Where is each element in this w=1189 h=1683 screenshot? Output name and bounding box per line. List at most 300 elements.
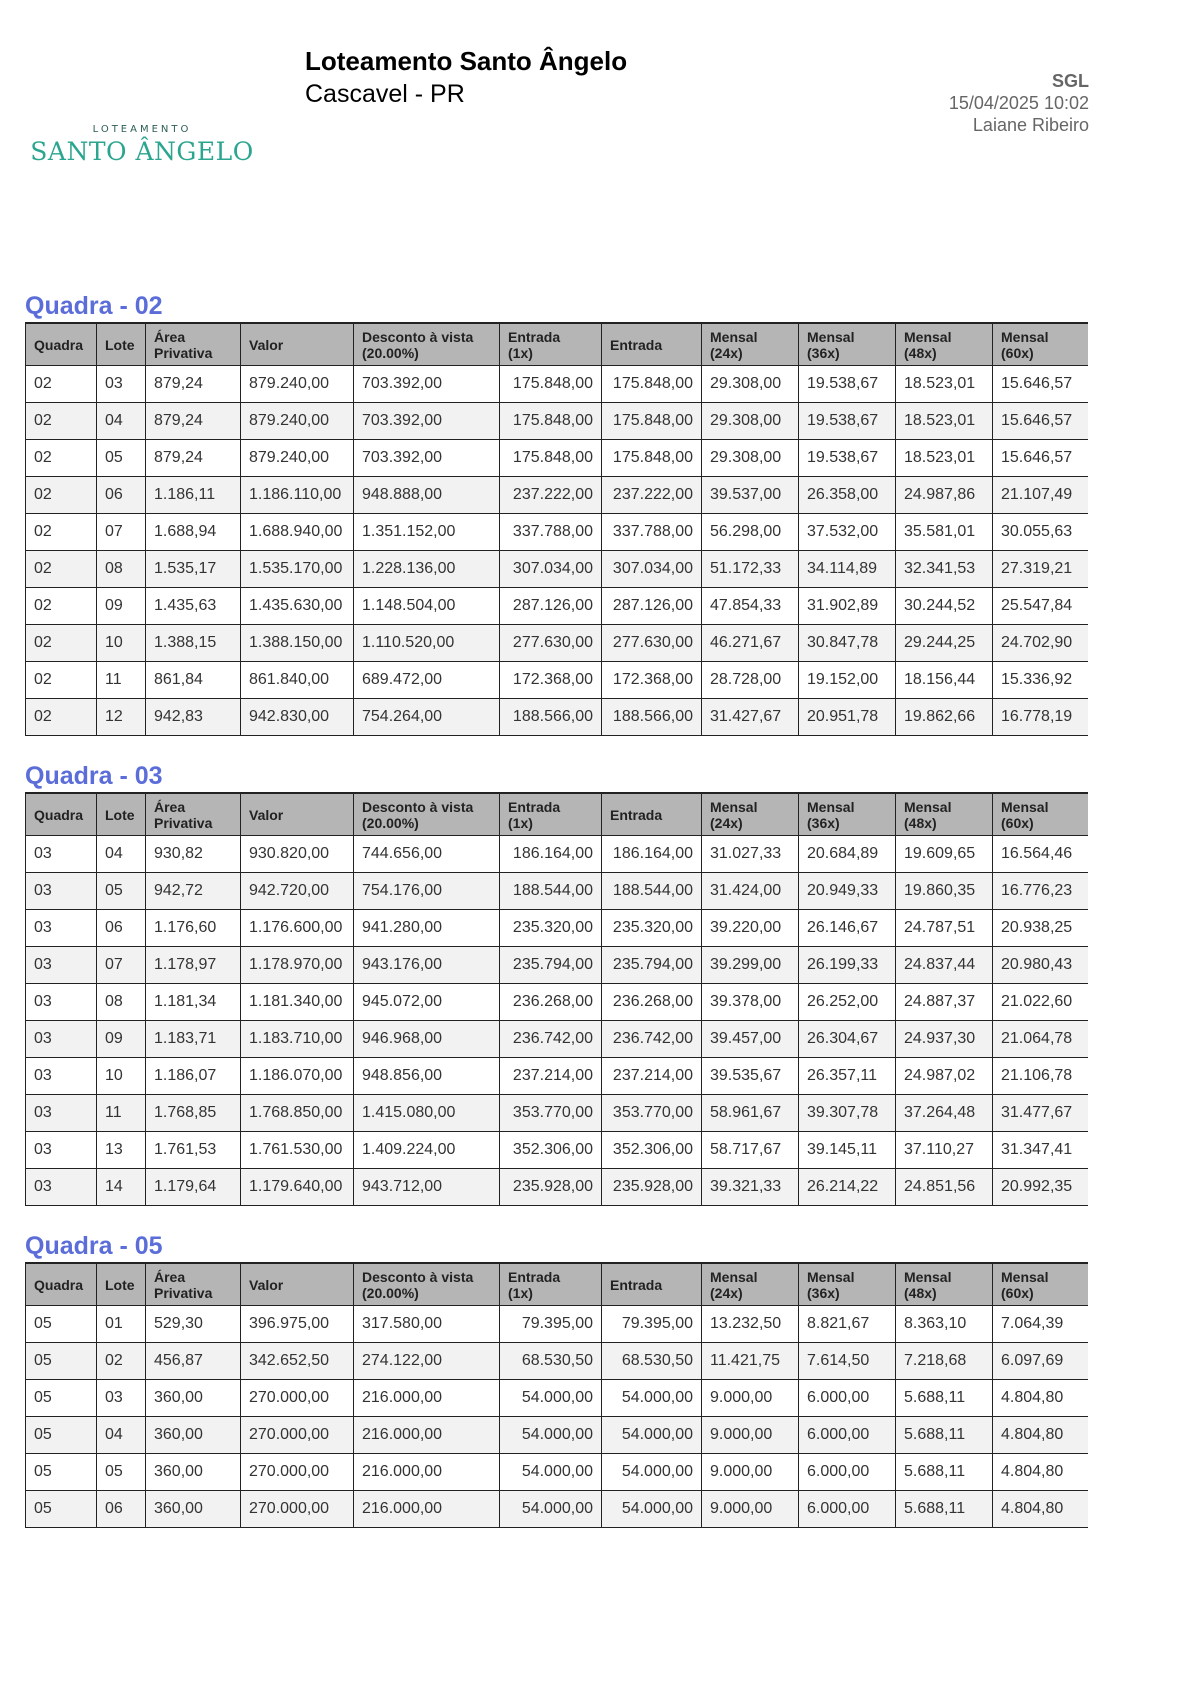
- table-row: [26, 1058, 1088, 1095]
- column-header: [146, 1263, 241, 1306]
- section-title: Quadra - 05: [25, 1232, 163, 1260]
- table-cell: 941.280,00: [354, 910, 500, 947]
- column-header: [702, 793, 799, 836]
- table-cell: 07: [97, 514, 146, 551]
- table-cell: 1.768,85: [146, 1095, 241, 1132]
- table-row: [26, 403, 1088, 440]
- table-cell: 270.000,00: [241, 1417, 354, 1454]
- column-header-line: Mensal: [710, 328, 758, 345]
- table-cell: 05: [97, 1454, 146, 1491]
- table-row: [26, 1132, 1088, 1169]
- table-cell: 235.794,00: [602, 947, 702, 984]
- table-cell: 11: [97, 1095, 146, 1132]
- column-header: [799, 323, 896, 366]
- table-cell: 237.214,00: [602, 1058, 702, 1095]
- table-cell: 58.961,67: [702, 1095, 799, 1132]
- table-cell: 175.848,00: [602, 440, 702, 477]
- table-cell: 26.146,67: [799, 910, 896, 947]
- column-header-line: Área: [154, 328, 186, 345]
- column-header-line: (48x): [904, 814, 937, 831]
- lot-price-table: [25, 322, 1088, 736]
- table-row: [26, 588, 1088, 625]
- table-cell: 03: [26, 947, 97, 984]
- column-header: [241, 793, 354, 836]
- table-cell: 4.804,80: [993, 1380, 1088, 1417]
- report-meta: [949, 70, 1089, 136]
- column-header-line: Valor: [249, 1276, 284, 1293]
- column-header-line: Mensal: [807, 328, 855, 345]
- table-cell: 307.034,00: [602, 551, 702, 588]
- table-cell: 05: [26, 1306, 97, 1343]
- column-header: [702, 323, 799, 366]
- table-cell: 237.222,00: [500, 477, 602, 514]
- table-cell: 02: [26, 366, 97, 403]
- column-header: [896, 1263, 993, 1306]
- table-cell: 5.688,11: [896, 1380, 993, 1417]
- column-header: [500, 323, 602, 366]
- table-cell: 19.609,65: [896, 836, 993, 873]
- table-cell: 03: [97, 366, 146, 403]
- table-cell: 06: [97, 910, 146, 947]
- table-cell: 29.308,00: [702, 366, 799, 403]
- table-cell: 39.220,00: [702, 910, 799, 947]
- table-cell: 10: [97, 625, 146, 662]
- column-header: [993, 793, 1088, 836]
- table-cell: 02: [26, 588, 97, 625]
- column-header-line: Mensal: [807, 1268, 855, 1285]
- table-cell: 26.214,22: [799, 1169, 896, 1206]
- table-cell: 51.172,33: [702, 551, 799, 588]
- column-header: [354, 1263, 500, 1306]
- table-cell: 337.788,00: [500, 514, 602, 551]
- table-cell: 1.186,11: [146, 477, 241, 514]
- table-cell: 03: [26, 984, 97, 1021]
- table-cell: 744.656,00: [354, 836, 500, 873]
- table-cell: 08: [97, 551, 146, 588]
- table-header-row: [26, 323, 1088, 366]
- table-cell: 18.523,01: [896, 366, 993, 403]
- table-cell: 216.000,00: [354, 1454, 500, 1491]
- report-title: Loteamento Santo Ângelo: [305, 46, 628, 76]
- table-cell: 30.847,78: [799, 625, 896, 662]
- table-row: [26, 699, 1088, 736]
- table-cell: 703.392,00: [354, 366, 500, 403]
- table-cell: 03: [26, 1132, 97, 1169]
- table-cell: 29.308,00: [702, 440, 799, 477]
- column-header-line: Entrada: [610, 1276, 663, 1293]
- column-header-line: Mensal: [710, 798, 758, 815]
- column-header-line: (60x): [1001, 344, 1034, 361]
- table-cell: 1.178.970,00: [241, 947, 354, 984]
- table-cell: 24.787,51: [896, 910, 993, 947]
- table-cell: 235.928,00: [500, 1169, 602, 1206]
- table-cell: 1.178,97: [146, 947, 241, 984]
- table-cell: 4.804,80: [993, 1417, 1088, 1454]
- table-cell: 16.564,46: [993, 836, 1088, 873]
- table-cell: 02: [26, 440, 97, 477]
- table-cell: 35.581,01: [896, 514, 993, 551]
- table-cell: 03: [26, 836, 97, 873]
- column-header-line: Lote: [105, 806, 135, 823]
- table-cell: 24.887,37: [896, 984, 993, 1021]
- table-cell: 1.409.224,00: [354, 1132, 500, 1169]
- table-cell: 1.186.110,00: [241, 477, 354, 514]
- column-header: [602, 1263, 702, 1306]
- table-cell: 237.222,00: [602, 477, 702, 514]
- table-cell: 16.778,19: [993, 699, 1088, 736]
- section-title: Quadra - 02: [25, 292, 163, 320]
- table-cell: 277.630,00: [500, 625, 602, 662]
- table-cell: 175.848,00: [500, 440, 602, 477]
- table-cell: 11: [97, 662, 146, 699]
- table-row: [26, 514, 1088, 551]
- column-header-line: Quadra: [34, 1276, 84, 1293]
- table-cell: 1.176.600,00: [241, 910, 354, 947]
- table-cell: 287.126,00: [602, 588, 702, 625]
- table-row: [26, 1491, 1088, 1528]
- table-cell: 188.566,00: [602, 699, 702, 736]
- lot-price-table: [25, 1262, 1088, 1528]
- table-cell: 19.538,67: [799, 403, 896, 440]
- table-cell: 26.304,67: [799, 1021, 896, 1058]
- column-header: [146, 323, 241, 366]
- table-cell: 19.152,00: [799, 662, 896, 699]
- column-header-line: (20.00%): [362, 1284, 419, 1301]
- table-cell: 1.181.340,00: [241, 984, 354, 1021]
- table-cell: 8.363,10: [896, 1306, 993, 1343]
- column-header: [26, 1263, 97, 1306]
- table-cell: 19.538,67: [799, 366, 896, 403]
- table-cell: 02: [97, 1343, 146, 1380]
- table-cell: 270.000,00: [241, 1491, 354, 1528]
- table-cell: 03: [26, 1169, 97, 1206]
- column-header-line: Entrada: [508, 798, 561, 815]
- table-cell: 236.268,00: [500, 984, 602, 1021]
- table-cell: 02: [26, 551, 97, 588]
- table-cell: 54.000,00: [602, 1380, 702, 1417]
- column-header: [146, 793, 241, 836]
- column-header-line: (36x): [807, 814, 840, 831]
- column-header-line: (48x): [904, 1284, 937, 1301]
- table-cell: 5.688,11: [896, 1491, 993, 1528]
- quadra-section: [25, 760, 1087, 1206]
- column-header: [799, 793, 896, 836]
- table-cell: 54.000,00: [602, 1454, 702, 1491]
- table-cell: 12: [97, 699, 146, 736]
- table-cell: 26.357,11: [799, 1058, 896, 1095]
- table-cell: 6.000,00: [799, 1491, 896, 1528]
- column-header-line: (20.00%): [362, 814, 419, 831]
- table-cell: 08: [97, 984, 146, 1021]
- table-cell: 39.457,00: [702, 1021, 799, 1058]
- column-header: [993, 1263, 1088, 1306]
- table-cell: 946.968,00: [354, 1021, 500, 1058]
- logo-big-text: SANTO ÂNGELO: [30, 137, 254, 166]
- table-cell: 4.804,80: [993, 1491, 1088, 1528]
- table-row: [26, 984, 1088, 1021]
- column-header-line: Privativa: [154, 1284, 213, 1301]
- table-cell: 1.179.640,00: [241, 1169, 354, 1206]
- table-cell: 54.000,00: [602, 1491, 702, 1528]
- column-header: [993, 323, 1088, 366]
- table-cell: 1.148.504,00: [354, 588, 500, 625]
- table-cell: 948.888,00: [354, 477, 500, 514]
- column-header-line: (60x): [1001, 814, 1034, 831]
- table-cell: 1.176,60: [146, 910, 241, 947]
- column-header-line: (1x): [508, 1284, 533, 1301]
- table-cell: 10: [97, 1058, 146, 1095]
- table-cell: 879,24: [146, 403, 241, 440]
- table-cell: 05: [97, 440, 146, 477]
- column-header-line: Lote: [105, 336, 135, 353]
- table-cell: 216.000,00: [354, 1380, 500, 1417]
- table-cell: 353.770,00: [602, 1095, 702, 1132]
- table-cell: 31.347,41: [993, 1132, 1088, 1169]
- column-header-line: (20.00%): [362, 344, 419, 361]
- table-cell: 337.788,00: [602, 514, 702, 551]
- table-cell: 02: [26, 514, 97, 551]
- table-cell: 945.072,00: [354, 984, 500, 1021]
- table-cell: 02: [26, 662, 97, 699]
- table-cell: 27.319,21: [993, 551, 1088, 588]
- table-cell: 03: [26, 1058, 97, 1095]
- table-cell: 317.580,00: [354, 1306, 500, 1343]
- table-cell: 07: [97, 947, 146, 984]
- table-cell: 02: [26, 477, 97, 514]
- table-cell: 11.421,75: [702, 1343, 799, 1380]
- table-cell: 1.435.630,00: [241, 588, 354, 625]
- table-cell: 1.110.520,00: [354, 625, 500, 662]
- table-cell: 703.392,00: [354, 440, 500, 477]
- quadra-section: [25, 1230, 1087, 1528]
- table-cell: 58.717,67: [702, 1132, 799, 1169]
- column-header-line: Desconto à vista: [362, 328, 474, 345]
- table-cell: 1.179,64: [146, 1169, 241, 1206]
- table-cell: 703.392,00: [354, 403, 500, 440]
- table-cell: 37.110,27: [896, 1132, 993, 1169]
- table-cell: 25.547,84: [993, 588, 1088, 625]
- table-cell: 456,87: [146, 1343, 241, 1380]
- table-cell: 21.106,78: [993, 1058, 1088, 1095]
- table-cell: 21.022,60: [993, 984, 1088, 1021]
- table-row: [26, 1343, 1088, 1380]
- column-header: [500, 793, 602, 836]
- table-row: [26, 440, 1088, 477]
- table-cell: 942.830,00: [241, 699, 354, 736]
- table-cell: 1.351.152,00: [354, 514, 500, 551]
- table-cell: 307.034,00: [500, 551, 602, 588]
- column-header-line: Privativa: [154, 814, 213, 831]
- table-cell: 5.688,11: [896, 1454, 993, 1491]
- table-cell: 6.000,00: [799, 1417, 896, 1454]
- table-row: [26, 1169, 1088, 1206]
- table-cell: 04: [97, 836, 146, 873]
- table-cell: 21.107,49: [993, 477, 1088, 514]
- column-header: [896, 793, 993, 836]
- table-cell: 216.000,00: [354, 1491, 500, 1528]
- table-cell: 39.378,00: [702, 984, 799, 1021]
- table-cell: 9.000,00: [702, 1417, 799, 1454]
- column-header-line: Entrada: [610, 806, 663, 823]
- table-cell: 05: [26, 1380, 97, 1417]
- column-header-line: Mensal: [1001, 1268, 1049, 1285]
- table-cell: 1.761,53: [146, 1132, 241, 1169]
- table-cell: 04: [97, 1417, 146, 1454]
- column-header-line: Mensal: [710, 1268, 758, 1285]
- table-cell: 235.794,00: [500, 947, 602, 984]
- table-cell: 861,84: [146, 662, 241, 699]
- table-cell: 54.000,00: [500, 1380, 602, 1417]
- table-cell: 1.435,63: [146, 588, 241, 625]
- table-cell: 1.768.850,00: [241, 1095, 354, 1132]
- table-cell: 1.388.150,00: [241, 625, 354, 662]
- column-header-line: Entrada: [610, 336, 663, 353]
- table-cell: 19.860,35: [896, 873, 993, 910]
- santo-angelo-logo: [26, 124, 258, 166]
- table-cell: 30.244,52: [896, 588, 993, 625]
- column-header-line: Desconto à vista: [362, 1268, 474, 1285]
- table-cell: 05: [26, 1491, 97, 1528]
- column-header: [500, 1263, 602, 1306]
- table-cell: 68.530,50: [602, 1343, 702, 1380]
- table-cell: 1.228.136,00: [354, 551, 500, 588]
- table-cell: 20.951,78: [799, 699, 896, 736]
- column-header-line: Entrada: [508, 328, 561, 345]
- table-cell: 09: [97, 1021, 146, 1058]
- table-row: [26, 551, 1088, 588]
- table-cell: 26.199,33: [799, 947, 896, 984]
- table-cell: 47.854,33: [702, 588, 799, 625]
- column-header-line: Quadra: [34, 336, 84, 353]
- table-cell: 942,72: [146, 873, 241, 910]
- table-row: [26, 477, 1088, 514]
- table-row: [26, 625, 1088, 662]
- table-cell: 19.538,67: [799, 440, 896, 477]
- table-row: [26, 910, 1088, 947]
- table-cell: 188.544,00: [500, 873, 602, 910]
- column-header-line: Mensal: [904, 798, 952, 815]
- table-cell: 287.126,00: [500, 588, 602, 625]
- table-cell: 235.928,00: [602, 1169, 702, 1206]
- table-cell: 30.055,63: [993, 514, 1088, 551]
- column-header: [241, 1263, 354, 1306]
- table-cell: 175.848,00: [500, 366, 602, 403]
- table-cell: 270.000,00: [241, 1454, 354, 1491]
- column-header-line: Valor: [249, 336, 284, 353]
- table-cell: 342.652,50: [241, 1343, 354, 1380]
- report-user: Laiane Ribeiro: [972, 115, 1089, 135]
- table-cell: 46.271,67: [702, 625, 799, 662]
- table-cell: 1.535,17: [146, 551, 241, 588]
- table-cell: 879,24: [146, 440, 241, 477]
- table-cell: 02: [26, 403, 97, 440]
- table-cell: 13.232,50: [702, 1306, 799, 1343]
- table-cell: 6.000,00: [799, 1380, 896, 1417]
- table-cell: 20.684,89: [799, 836, 896, 873]
- table-cell: 7.218,68: [896, 1343, 993, 1380]
- table-cell: 54.000,00: [500, 1417, 602, 1454]
- table-cell: 7.614,50: [799, 1343, 896, 1380]
- table-cell: 360,00: [146, 1454, 241, 1491]
- table-cell: 930.820,00: [241, 836, 354, 873]
- column-header-line: Mensal: [904, 1268, 952, 1285]
- table-cell: 236.742,00: [602, 1021, 702, 1058]
- table-cell: 68.530,50: [500, 1343, 602, 1380]
- column-header-line: Desconto à vista: [362, 798, 474, 815]
- table-cell: 79.395,00: [500, 1306, 602, 1343]
- column-header: [602, 793, 702, 836]
- table-row: [26, 947, 1088, 984]
- column-header-line: Quadra: [34, 806, 84, 823]
- table-cell: 05: [97, 873, 146, 910]
- table-cell: 05: [26, 1454, 97, 1491]
- table-cell: 06: [97, 1491, 146, 1528]
- table-cell: 54.000,00: [500, 1454, 602, 1491]
- table-cell: 352.306,00: [602, 1132, 702, 1169]
- table-cell: 20.992,35: [993, 1169, 1088, 1206]
- table-cell: 15.646,57: [993, 403, 1088, 440]
- table-cell: 16.776,23: [993, 873, 1088, 910]
- column-header-line: Área: [154, 1268, 186, 1285]
- table-cell: 37.264,48: [896, 1095, 993, 1132]
- table-cell: 54.000,00: [602, 1417, 702, 1454]
- table-cell: 34.114,89: [799, 551, 896, 588]
- table-cell: 31.424,00: [702, 873, 799, 910]
- table-cell: 39.307,78: [799, 1095, 896, 1132]
- table-cell: 06: [97, 477, 146, 514]
- table-cell: 14: [97, 1169, 146, 1206]
- column-header-line: Mensal: [1001, 328, 1049, 345]
- column-header: [26, 793, 97, 836]
- table-cell: 32.341,53: [896, 551, 993, 588]
- table-cell: 31.427,67: [702, 699, 799, 736]
- column-header: [97, 1263, 146, 1306]
- table-cell: 03: [26, 910, 97, 947]
- table-cell: 9.000,00: [702, 1491, 799, 1528]
- table-cell: 172.368,00: [602, 662, 702, 699]
- table-cell: 13: [97, 1132, 146, 1169]
- table-cell: 879,24: [146, 366, 241, 403]
- table-cell: 31.477,67: [993, 1095, 1088, 1132]
- column-header: [354, 323, 500, 366]
- table-cell: 879.240,00: [241, 366, 354, 403]
- table-cell: 942,83: [146, 699, 241, 736]
- table-cell: 39.535,67: [702, 1058, 799, 1095]
- quadra-section: [25, 290, 1087, 736]
- table-cell: 54.000,00: [500, 1491, 602, 1528]
- table-cell: 188.544,00: [602, 873, 702, 910]
- table-cell: 29.244,25: [896, 625, 993, 662]
- table-cell: 8.821,67: [799, 1306, 896, 1343]
- table-cell: 943.176,00: [354, 947, 500, 984]
- table-cell: 1.186.070,00: [241, 1058, 354, 1095]
- table-row: [26, 1417, 1088, 1454]
- column-header: [702, 1263, 799, 1306]
- table-cell: 353.770,00: [500, 1095, 602, 1132]
- table-cell: 03: [26, 1021, 97, 1058]
- table-cell: 236.742,00: [500, 1021, 602, 1058]
- table-cell: 9.000,00: [702, 1380, 799, 1417]
- table-header-row: [26, 1263, 1088, 1306]
- column-header-line: (48x): [904, 344, 937, 361]
- column-header-line: (24x): [710, 1284, 743, 1301]
- table-cell: 18.523,01: [896, 403, 993, 440]
- table-cell: 172.368,00: [500, 662, 602, 699]
- column-header-line: Valor: [249, 806, 284, 823]
- table-cell: 21.064,78: [993, 1021, 1088, 1058]
- table-cell: 02: [26, 625, 97, 662]
- table-cell: 31.027,33: [702, 836, 799, 873]
